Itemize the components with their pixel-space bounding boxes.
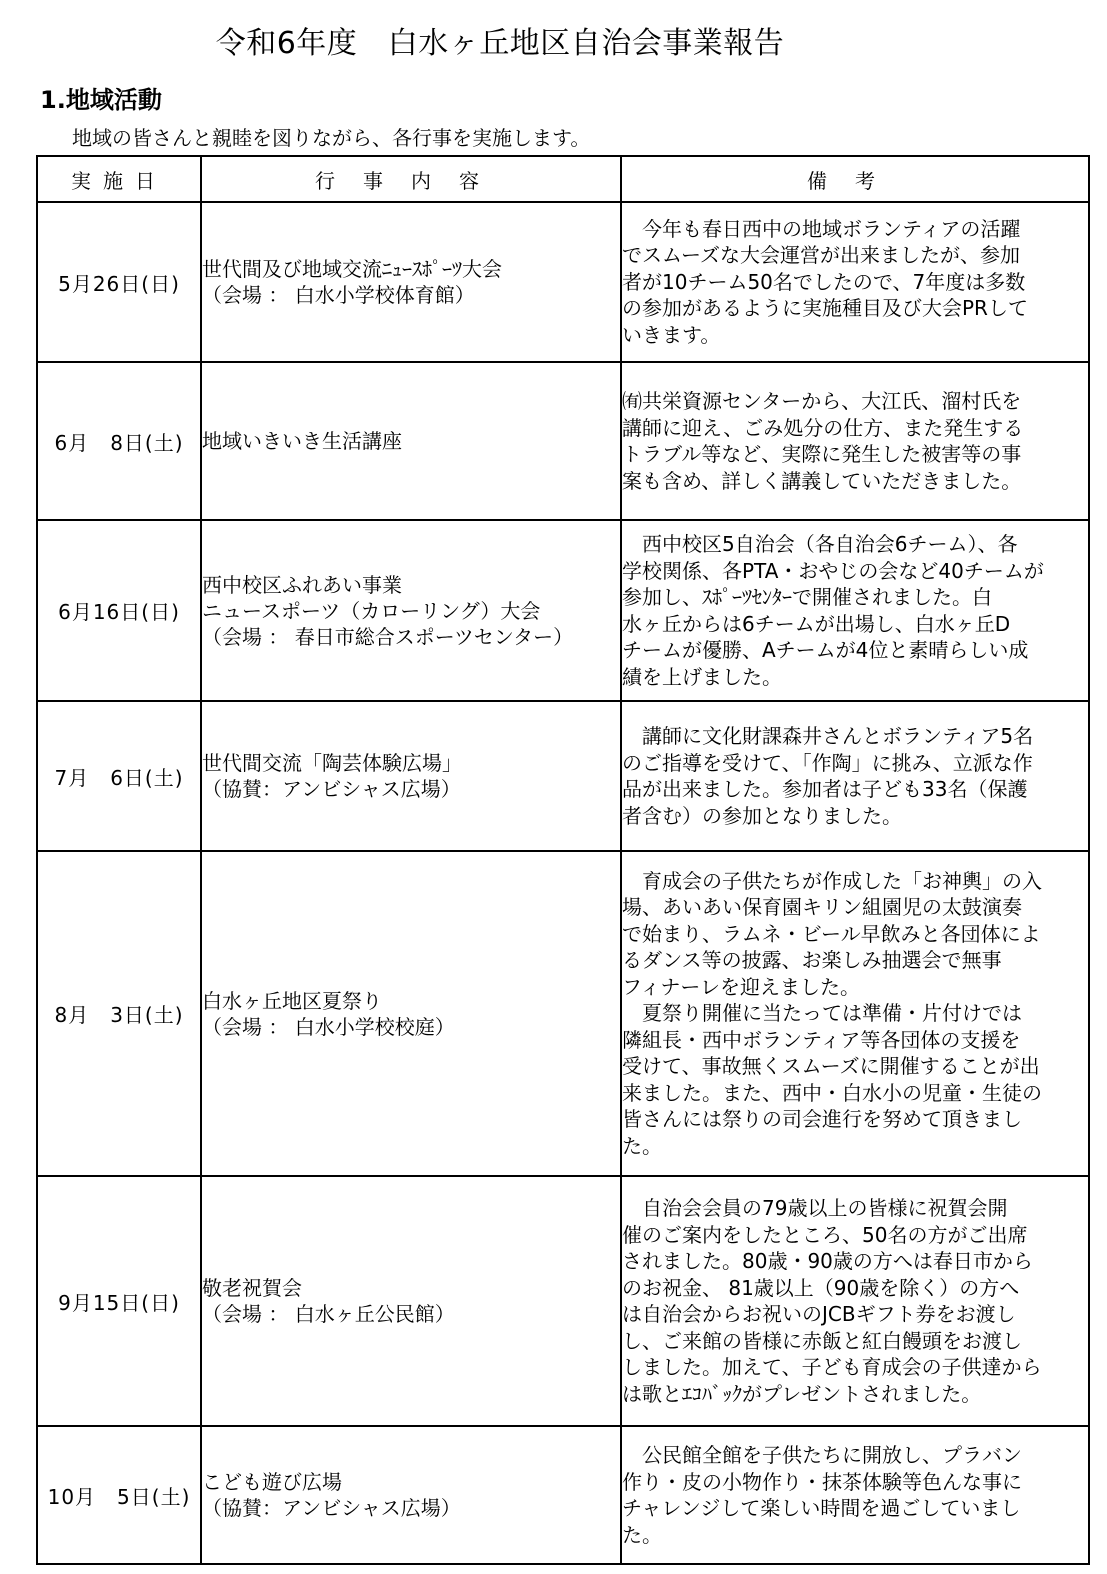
note-line: 績を上げました。 (622, 664, 782, 689)
note-line: されました。80歳・90歳の方へは春日市から (622, 1249, 1033, 1273)
event-content (201, 520, 621, 701)
note-line: は歌とｴｺﾊﾞｯｸがプレゼントされました。 (622, 1381, 982, 1406)
note-line: 隣組長・西中ボランティア等各団体の支援を (622, 1027, 1021, 1052)
event-content (201, 362, 621, 520)
note-line: 場、あいあい保育園キリン組園児の太鼓演奏 (622, 895, 1022, 920)
event-line: こども遊び広場 (202, 1470, 342, 1494)
table-row (37, 1176, 1089, 1426)
event-note (621, 1176, 1089, 1426)
note-line: トラブル等など、実際に発生した被害等の事 (622, 442, 1022, 466)
event-date: 6月16日(日) (37, 520, 201, 701)
event-line: 地域いきいき生活講座 (202, 429, 402, 453)
note-line: 受けて、事故無くスムーズに開催することが出 (622, 1054, 1040, 1079)
note-line: 来ました。また、西中・白水小の児童・生徒の (622, 1080, 1042, 1105)
note-line: でスムーズな大会運営が出来ましたが、参加 (622, 243, 1020, 268)
note-line: チャレンジして楽しい時間を過ごしていまし (622, 1496, 1021, 1520)
note-line: のご指導を受けて、「作陶」に挑み、立派な作 (622, 750, 1033, 775)
note-line: フィナーレを迎えました。 (622, 974, 860, 999)
event-content (201, 701, 621, 851)
event-date: 5月26日(日) (37, 202, 201, 362)
note-line: 参加し、ｽﾎﾟｰﾂｾﾝﾀｰで開催されました。白 (622, 585, 992, 609)
events-table (36, 155, 1090, 1565)
header-date: 実施日 (37, 156, 201, 202)
note-line: ㈲共栄資源センターから、大江氏、溜村氏を (622, 389, 1022, 413)
note-line: しました。加えて、子ども育成会の子供達から (622, 1355, 1042, 1379)
note-line: た。 (622, 1522, 662, 1547)
event-note (621, 202, 1089, 362)
table-row (37, 1426, 1089, 1564)
note-line: のお祝金、 81歳以上（90歳を除く）の方へ (622, 1275, 1020, 1300)
note-line: は自治会からお祝いのJCBギフト券をお渡し (622, 1302, 1016, 1326)
table-row (37, 701, 1089, 851)
note-line: 者含む）の参加となりました。 (622, 803, 902, 828)
event-note (621, 362, 1089, 520)
table-row (37, 851, 1089, 1176)
event-content (201, 1426, 621, 1564)
event-date: 6月 8日(土) (37, 362, 201, 520)
note-line: 学校関係、各PTA・おやじの会など40チームが (622, 558, 1044, 583)
page-title: 令和6年度 白水ヶ丘地区自治会事業報告 (215, 26, 785, 61)
event-line: 西中校区ふれあい事業 (202, 572, 402, 597)
section-heading: 1.地域活動 (40, 86, 162, 114)
event-line: （会場 ： 春日市総合スポーツセンター） (202, 624, 574, 649)
event-date: 9月15日(日) (37, 1176, 201, 1426)
note-line: で始まり、ラムネ・ビール早飲みと各団体によ (622, 921, 1041, 946)
note-line: るダンス等の披露、お楽しみ抽選会で無事 (622, 948, 1002, 973)
note-line: 夏祭り開催に当たっては準備・片付けでは (622, 1001, 1022, 1026)
event-line: （協賛：アンビシャス広場） (202, 777, 461, 801)
event-content (201, 202, 621, 362)
event-date: 10月 5日(土) (37, 1426, 201, 1564)
event-line: 世代間及び地域交流ﾆｭｰｽﾎﾟｰﾂ大会 (202, 257, 502, 281)
intro-text: 地域の皆さんと親睦を図りながら、各行事を実施します。 (72, 126, 591, 150)
note-line: た。 (622, 1133, 662, 1158)
note-line: 育成会の子供たちが作成した「お神輿」の入 (622, 868, 1042, 893)
note-line: いきます。 (622, 322, 721, 347)
note-line: 講師に文化財課森井さんとボランティア5名 (622, 724, 1034, 748)
event-line: ニュースポーツ（カローリング）大会 (202, 598, 541, 623)
event-content (201, 1176, 621, 1426)
event-line: 敬老祝賀会 (202, 1276, 302, 1300)
event-date: 7月 6日(土) (37, 701, 201, 851)
note-line: 案も含め、詳しく講義していただきました。 (622, 468, 1022, 493)
note-line: 今年も春日西中の地域ボランティアの活躍 (622, 216, 1021, 241)
header-row (37, 156, 1089, 202)
note-line: 水ヶ丘からは6チームが出場し、白水ヶ丘D (622, 611, 1011, 636)
event-line: 白水ヶ丘地区夏祭り (202, 988, 382, 1013)
table-row (37, 362, 1089, 520)
event-note (621, 1426, 1089, 1564)
note-line: 西中校区5自治会（各自治会6チーム）、各 (622, 532, 1018, 556)
event-line: （会場 ： 白水小学校校庭） (202, 1014, 455, 1039)
note-line: チームが優勝、Aチームが4位と素晴らしい成 (622, 638, 1029, 662)
note-line: 作り・皮の小物作り・抹茶体験等色んな事に (622, 1469, 1022, 1494)
event-line: 世代間交流「陶芸体験広場」 (202, 751, 462, 775)
event-note (621, 520, 1089, 701)
table-row (37, 202, 1089, 362)
table-row (37, 520, 1089, 701)
note-line: 講師に迎え、ごみ処分の仕方、また発生する (622, 415, 1024, 440)
note-line: 品が出来ました。参加者は子ども33名（保護 (622, 777, 1028, 801)
note-line: 自治会会員の79歳以上の皆様に祝賀会開 (622, 1196, 1008, 1220)
event-line: （協賛：アンビシャス広場） (202, 1496, 461, 1520)
note-line: 皆さんには祭りの司会進行を努めて頂きまし (622, 1107, 1022, 1132)
header-event: 行事内容 (201, 156, 621, 202)
note-line: 公民館全館を子供たちに開放し、プラバン (622, 1443, 1022, 1467)
event-line: （会場 ： 白水ヶ丘公民館） (202, 1302, 455, 1326)
note-line: 者が10チーム50名でしたので、7年度は多数 (622, 269, 1026, 294)
header-note: 備考 (621, 156, 1089, 202)
note-line: 催のご案内をしたところ、50名の方がご出席 (622, 1222, 1028, 1247)
note-line: の参加があるように実施種目及び大会PRして (622, 296, 1028, 321)
event-date: 8月 3日(土) (37, 851, 201, 1176)
event-note (621, 701, 1089, 851)
event-line: （会場 ： 白水小学校体育館） (202, 283, 475, 307)
event-content (201, 851, 621, 1176)
note-line: し、ご来館の皆様に赤飯と紅白饅頭をお渡し (622, 1328, 1022, 1353)
event-note (621, 851, 1089, 1176)
